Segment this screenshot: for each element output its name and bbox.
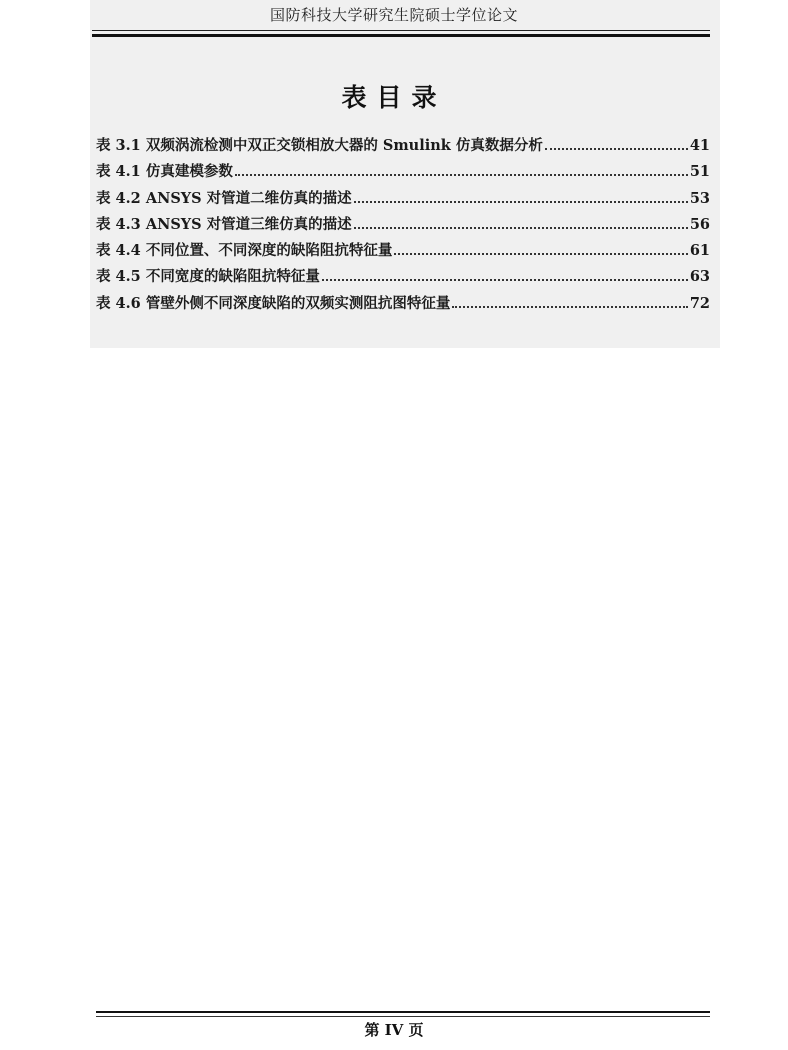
toc-entry-page: 63 <box>689 268 710 286</box>
toc-entry[interactable] <box>96 134 710 160</box>
toc-entry[interactable] <box>96 265 710 291</box>
dot-leader <box>545 148 688 150</box>
toc-entry[interactable] <box>96 292 710 318</box>
dot-leader <box>354 201 688 203</box>
dot-leader <box>322 279 688 281</box>
header-rule-thin <box>92 30 710 31</box>
toc-entry[interactable] <box>96 213 710 239</box>
dot-leader <box>235 174 688 176</box>
toc-entry-page: 41 <box>689 137 710 154</box>
toc-entry-page: 61 <box>689 242 710 260</box>
toc-entry-page: 72 <box>689 294 710 312</box>
dot-leader <box>354 227 688 229</box>
dot-leader <box>452 306 687 308</box>
toc-entry[interactable] <box>96 160 710 186</box>
toc-entry-label: 表 4.6 管壁外侧不同深度缺陷的双频实测阻抗图特征量 <box>96 294 451 312</box>
page-number: 第 IV 页 <box>364 1021 424 1039</box>
toc-entry-label: 表 3.1 双频涡流检测中双正交锁相放大器的 Smulink 仿真数据分析 <box>96 137 543 154</box>
toc-entry[interactable] <box>96 187 710 213</box>
toc-entry-page: 51 <box>689 163 710 181</box>
toc-entry-page: 53 <box>689 189 710 207</box>
footer-rule-thin <box>96 1016 710 1017</box>
dot-leader <box>394 253 687 255</box>
toc-title: 表目录 <box>341 83 447 112</box>
header-rule-thick <box>92 34 710 37</box>
toc-entry-label: 表 4.5 不同宽度的缺陷阻抗特征量 <box>96 268 320 286</box>
thesis-header: 国防科技大学研究生院硕士学位论文 <box>269 6 518 24</box>
toc-entry-label: 表 4.2 ANSYS 对管道二维仿真的描述 <box>96 189 352 207</box>
footer-rule-thick <box>96 1011 710 1013</box>
toc-entry-label: 表 4.4 不同位置、不同深度的缺陷阻抗特征量 <box>96 242 393 260</box>
toc-entry-label: 表 4.1 仿真建模参数 <box>96 163 233 181</box>
toc-entry-label: 表 4.3 ANSYS 对管道三维仿真的描述 <box>96 215 352 233</box>
toc-entry-page: 56 <box>689 215 710 233</box>
toc-list <box>96 134 710 318</box>
toc-entry[interactable] <box>96 239 710 265</box>
